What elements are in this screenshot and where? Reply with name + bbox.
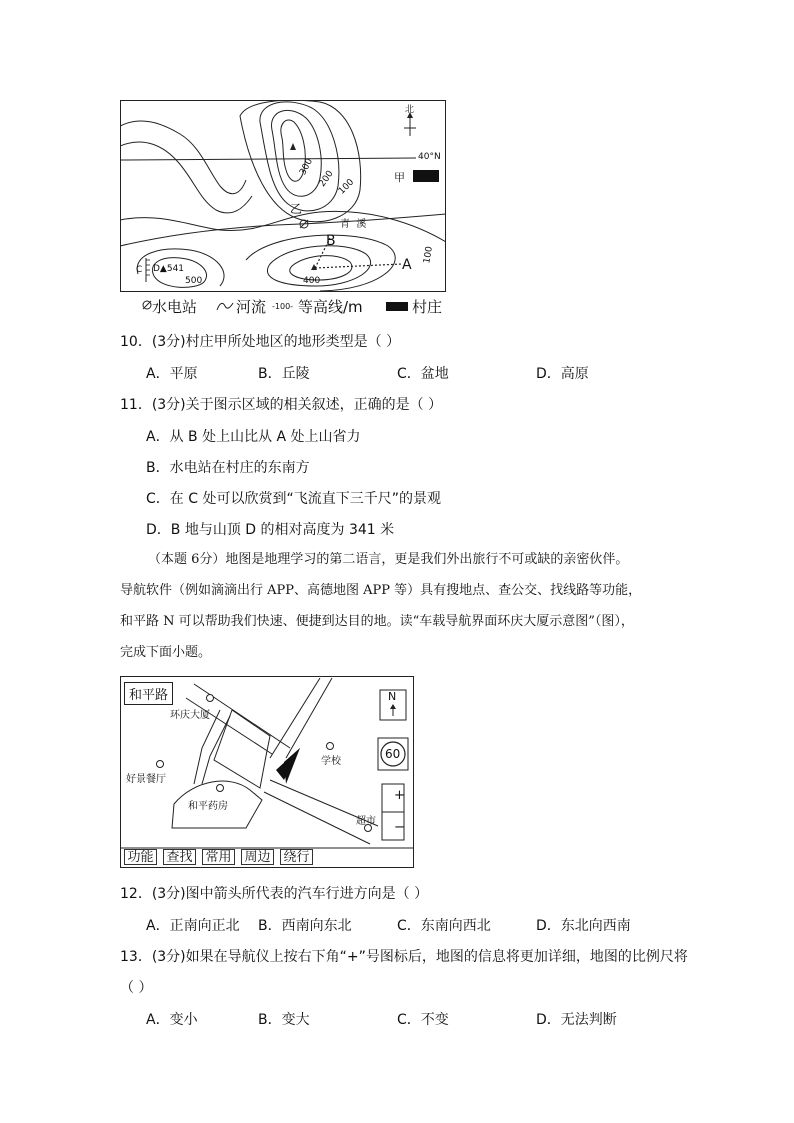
q12-stem: 12．(3分)图中箭头所代表的汽车行进方向是（ ） <box>120 886 429 902</box>
place-supermarket: 超市 <box>356 816 376 827</box>
legend-hydro: 水电站 <box>152 298 198 316</box>
legend-contour-sample <box>272 302 293 311</box>
latitude-label: 40°N <box>418 152 441 162</box>
river-icon <box>216 300 234 312</box>
speed-limit-sign: 60 <box>385 747 401 761</box>
q11-option-c[interactable]: C．在 C 处可以欣赏到“飞流直下三千尺”的景观 <box>146 491 441 507</box>
zoom-out-button[interactable]: − <box>394 820 405 835</box>
contour-label-100: 100 <box>336 177 357 197</box>
q10-option-a[interactable]: A．平原 <box>146 366 198 382</box>
north-label: 北 <box>405 105 415 115</box>
q13-option-a[interactable]: A．变小 <box>146 1012 198 1028</box>
zoom-in-button[interactable]: + <box>394 788 405 803</box>
q13-stem-continued: （ ） <box>120 980 153 996</box>
q12-option-c[interactable]: C．东南向西北 <box>397 918 491 934</box>
q11-option-a[interactable]: A．从 B 处上山比从 A 处上山省力 <box>146 429 361 445</box>
place-heping-pharmacy: 和平药房 <box>188 801 228 812</box>
q10-option-d[interactable]: D．高原 <box>536 366 589 382</box>
detour-button[interactable]: 绕行 <box>280 849 313 865</box>
passage-line-4: 完成下面小题。 <box>120 645 212 660</box>
legend-village: 村庄 <box>412 298 443 316</box>
point-b-label: B <box>326 233 336 249</box>
legend-contour: 等高线/m <box>298 298 363 316</box>
peak-d-label: D▲541 <box>153 264 185 274</box>
passage-line-2: 导航软件（例如滴滴出行 APP、高德地图 APP 等）具有搜地点、查公交、找线路等功能， <box>120 583 642 598</box>
q13-stem: 13．(3分)如果在导航仪上按右下角“+”号图标后，地图的信息将更加详细，地图的比例尺将 <box>120 949 688 965</box>
yi-label: 乙 <box>290 202 303 216</box>
function-button[interactable]: 功能 <box>124 849 157 865</box>
contour-label-400: 400 <box>303 276 321 286</box>
place-school: 学校 <box>321 756 341 767</box>
contour-label-200: 200 <box>317 169 336 189</box>
passage-line-3: 和平路 N 可以帮助我们快速、便捷到达目的地。读“车载导航界面环庆大厦示意图”（图）， <box>120 614 634 629</box>
q12-option-b[interactable]: B．西南向东北 <box>258 918 352 934</box>
point-a-label: A <box>402 257 412 273</box>
q11-stem: 11．(3分)关于图示区域的相关叙述，正确的是（ ） <box>120 397 443 413</box>
q10-stem: 10．(3分)村庄甲所处地区的地形类型是（ ） <box>120 334 401 350</box>
hydro-station-icon <box>142 300 152 310</box>
q11-option-b[interactable]: B．水电站在村庄的东南方 <box>146 460 310 476</box>
q10-option-b[interactable]: B．丘陵 <box>258 366 310 382</box>
contour-label-300: 300 <box>298 157 316 177</box>
point-c-label: C <box>136 265 143 275</box>
road-label: 和平路 <box>124 682 173 705</box>
common-button[interactable]: 常用 <box>202 849 235 865</box>
nearby-button[interactable]: 周边 <box>241 849 274 865</box>
legend-contour-dash2: - <box>290 302 294 311</box>
q11-option-d[interactable]: D．B 地与山顶 D 的相对高度为 341 米 <box>146 522 395 538</box>
legend-river: 河流 <box>236 298 267 316</box>
passage-line-1: （本题 6分）地图是地理学习的第二语言，更是我们外出旅行不可或缺的亲密伙伴。 <box>148 552 629 567</box>
search-button[interactable]: 查找 <box>163 849 196 865</box>
contour-label-500: 500 <box>185 276 203 286</box>
village-swatch <box>386 302 408 311</box>
contour-label-100b: 100 <box>422 245 436 265</box>
river-label: 青 溪 <box>340 219 367 230</box>
reading-passage <box>120 544 680 668</box>
place-haojing-restaurant: 好景餐厅 <box>126 774 166 785</box>
place-huanqing-tower: 环庆大厦 <box>170 710 210 721</box>
q12-option-a[interactable]: A．正南向正北 <box>146 918 240 934</box>
village-label: 甲 <box>394 171 405 184</box>
q10-option-c[interactable]: C．盆地 <box>397 366 449 382</box>
q13-option-b[interactable]: B．变大 <box>258 1012 310 1028</box>
legend-contour-dash: - <box>272 302 275 311</box>
q13-option-d[interactable]: D．无法判断 <box>536 1012 617 1028</box>
legend-contour-sample-value: 100 <box>274 302 291 311</box>
q12-option-d[interactable]: D．东北向西南 <box>536 918 631 934</box>
q13-option-c[interactable]: C．不变 <box>397 1012 449 1028</box>
north-indicator: N <box>388 690 397 703</box>
